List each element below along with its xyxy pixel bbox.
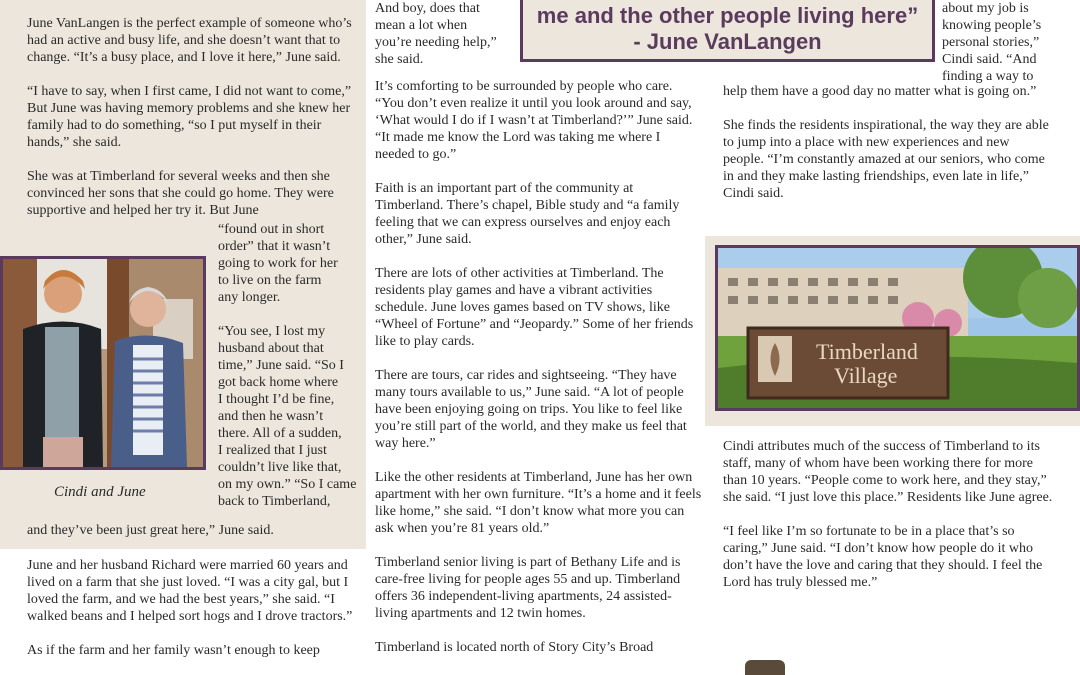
text-line: there. All of a sudden, [218,426,342,441]
pull-quote [520,0,935,62]
column-3-bottom [723,438,1053,591]
paragraph: She finds the residents inspirational, the way they are able to jump into a place with new experiences and new people. “I’m constantly amazed at our seniors, who come in and they make lasting friendships, even late in life,” Cindi said. [723,118,1049,201]
text-line: “found out in short [218,222,325,237]
text-line: got back home where [218,375,339,390]
text-line: husband about that [218,341,324,356]
text-line: finding a way to [942,69,1034,84]
paragraph: “I have to say, when I first came, I did not want to come,” But June was having memory problems and she knew her family had to do something, “so I put myself in their hands,” she said. [27,84,352,150]
text-line: going to work for her [218,256,338,271]
text-line: she said. [375,52,424,67]
text-line: “You see, I lost my [218,324,326,339]
paragraph: There are tours, car rides and sightseeing. “They have many tours available to us,” June said. “A lot of people have been enjoying going on trips. You like to feel like you’re still part of the world, and they make us feel that way here.” [375,368,687,451]
text-line: back to Timberland, [218,494,331,509]
paragraph: Like the other residents at Timberland, June has her own apartment with her own furniture. “It’s a home and it feels like home,” she said. “I don’t know what more you can ask when you’re 81 years old.” [375,470,702,536]
text-line: Cindi said. “And [942,52,1037,67]
text-line: and then he wasn’t [218,409,324,424]
column-1-top [27,15,355,219]
sign-text [816,340,918,388]
text-line: about my job is [942,1,1029,16]
paragraph: “I feel like I’m so fortunate to be in a place that’s so caring,” June said. “I don’t know how people do it who don’t have the love and caring that they should. I feel the Lord has truly blessed me.” [723,524,1043,590]
photo-illustration [3,259,203,467]
sign-line: Village [834,363,898,388]
photo-cindi-and-june [0,256,206,470]
column-3-top [723,83,1053,202]
text-line: order” that it wasn’t [218,239,331,254]
paragraph: It’s comforting to be surrounded by people who care. “You don’t even realize it until you look around and say, ‘What would I do if I wasn’t at Timberland?’” June said. “It made me know the Lord was taking me where I needed to go.” [375,79,693,162]
photo-caption: Cindi and June [54,484,146,500]
paragraph: As if the farm and her family wasn’t enough to keep [27,643,320,658]
paragraph: Faith is an important part of the community at Timberland. There’s chapel, Bible study and “a family feeling that we can express ourselves and enjoy each other,” June said. [375,181,680,247]
text-line: personal stories,” [942,35,1040,50]
paragraph: June and her husband Richard were married 60 years and lived on a farm that she just loved. “I was a city gal, but I loved the farm, and we had the best years,” she said. “I walked beans and I helped sort hogs and I drove tractors.” [27,558,353,624]
sign-line: Timberland [816,339,918,364]
column-3-top-lines [942,0,1077,85]
text-line: I thought I’d be fine, [218,392,335,407]
text-line: you’re needing help,” [375,35,497,50]
quote-attribution: - June VanLangen [633,29,822,54]
wrap-text [218,221,360,510]
paragraph: June VanLangen is the perfect example of someone who’s had an active and busy life, and she doesn’t want that to change. “It’s a busy place, and I love it here,” June said. [27,16,352,65]
text-line: knowing people’s [942,18,1042,33]
text-line: And boy, does that [375,1,480,16]
paragraph: Timberland senior living is part of Bethany Life and is care-free living for people ages 55 and up. Timberland offers 36 independent-living apartments, 24 assisted-living apartments and 12 twin homes. [375,555,681,621]
paragraph: help them have a good day no matter what is going on.” [723,84,1037,99]
paragraph: There are lots of other activities at Timberland. The residents play games and have a vibrant activities schedule. June loves games based on TV shows, like “Wheel of Fortune” and “Jeopardy.” Some of her friends like to play cards. [375,266,694,349]
text-line [218,306,360,323]
quote-text: me and the other people living here” [536,3,919,28]
text-line: to live on the farm [218,273,322,288]
text-line: any longer. [218,290,281,305]
column-2 [375,78,703,656]
column-2-top-lines [375,0,520,68]
text-line: on my own.” “So I came [218,477,357,492]
photo-timberland-village [715,245,1080,411]
text-line: time,” June said. “So I [218,358,344,373]
column-1-bottom [27,557,357,659]
text-line: mean a lot when [375,18,468,33]
paragraph: Cindi attributes much of the success of Timberland to its staff, many of whom have been working there for more than 10 years. “People come to work here, and they stay,” she said. “I just love this place.” Residents like June agree. [723,439,1053,505]
paragraph: She was at Timberland for several weeks and then she convinced her sons that she could go home. They were supportive and helped her try it. But June [27,169,334,218]
text-line: I realized that I just [218,443,327,458]
text-line: couldn’t live like that, [218,460,342,475]
paragraph: Timberland is located north of Story City’s Broad [375,640,654,655]
text-line: and they’ve been just great here,” June said. [27,523,274,538]
leaf-logo-icon [745,660,785,675]
